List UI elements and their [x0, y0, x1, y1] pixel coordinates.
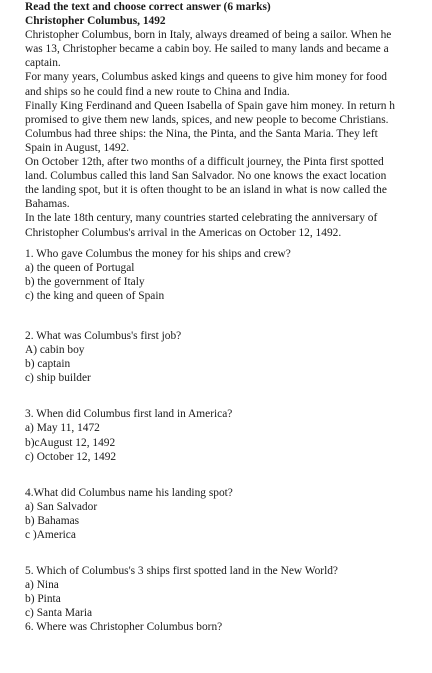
- passage-line: In the late 18th century, many countries started celebrating the anniversary of: [25, 212, 378, 225]
- passage-line: Christopher Columbus's arrival in the Americas on October 12, 1492.: [25, 226, 342, 239]
- answer-option: a) Nina: [25, 579, 59, 592]
- question-text: 4.What did Columbus name his landing spot?: [25, 486, 233, 499]
- answer-option: b) the government of Italy: [25, 275, 145, 288]
- question-text: 5. Which of Columbus's 3 ships first spotted land in the New World?: [25, 565, 338, 578]
- instruction-heading: Read the text and choose correct answer (6 marks): [25, 1, 271, 13]
- passage-line: and ships so he could find a new route to China and India.: [25, 85, 290, 98]
- question-text: 2. What was Columbus's first job?: [25, 329, 182, 342]
- passage-line: was 13, Christopher became a cabin boy. He sailed to many lands and became a: [25, 43, 389, 56]
- passage-line: Bahamas.: [25, 198, 70, 211]
- passage-line: For many years, Columbus asked kings and queens to give him money for food: [25, 71, 387, 84]
- answer-option: c) Santa Maria: [25, 607, 93, 620]
- passage-line: land. Columbus called this land San Salvador. No one knows the exact location: [25, 170, 387, 183]
- answer-option: b) Pinta: [25, 593, 61, 606]
- answer-option: c) ship builder: [25, 372, 91, 385]
- passage-title: Christopher Columbus, 1492: [25, 15, 166, 28]
- answer-option: a) the queen of Portugal: [25, 261, 135, 274]
- answer-option: a) May 11, 1472: [25, 422, 100, 435]
- worksheet-page: [25, 0, 432, 635]
- passage-line: Christopher Columbus, born in Italy, always dreamed of being a sailor. When he: [25, 29, 392, 42]
- question-text: 1. Who gave Columbus the money for his ships and crew?: [25, 247, 291, 260]
- answer-option: b)cAugust 12, 1492: [25, 436, 116, 449]
- question-block: [25, 247, 432, 303]
- answer-option: a) San Salvador: [25, 500, 98, 513]
- reading-passage: [25, 28, 432, 239]
- passage-line: On October 12th, after two months of a difficult journey, the Pinta first spotted: [25, 156, 384, 169]
- answer-option: c) the king and queen of Spain: [25, 289, 165, 302]
- answer-option: b) Bahamas: [25, 514, 80, 527]
- answer-option: b) captain: [25, 358, 71, 371]
- question-block: [25, 486, 432, 542]
- answer-option: c )America: [25, 529, 76, 541]
- passage-line: the landing spot, but it is often thought to be an island in what is now called the: [25, 184, 387, 197]
- answer-option: c) October 12, 1492: [25, 450, 117, 463]
- passage-line: Spain in August, 1492.: [25, 141, 130, 154]
- question-block: [25, 407, 432, 463]
- passage-line: Columbus had three ships: the Nina, the Pinta, and the Santa Maria. They left: [25, 127, 378, 140]
- question-block: [25, 564, 432, 620]
- passage-line: promised to give them new lands, spices, and new people to become Christians.: [25, 113, 389, 126]
- question-text: 3. When did Columbus first land in America?: [25, 408, 233, 421]
- passage-line: Finally King Ferdinand and Queen Isabella of Spain gave him money. In return h: [25, 99, 396, 112]
- passage-line: captain.: [25, 57, 61, 70]
- answer-option: A) cabin boy: [25, 344, 85, 357]
- question-block: [25, 329, 432, 385]
- question-text: 6. Where was Christopher Columbus born?: [25, 621, 223, 634]
- question-block: [25, 620, 432, 634]
